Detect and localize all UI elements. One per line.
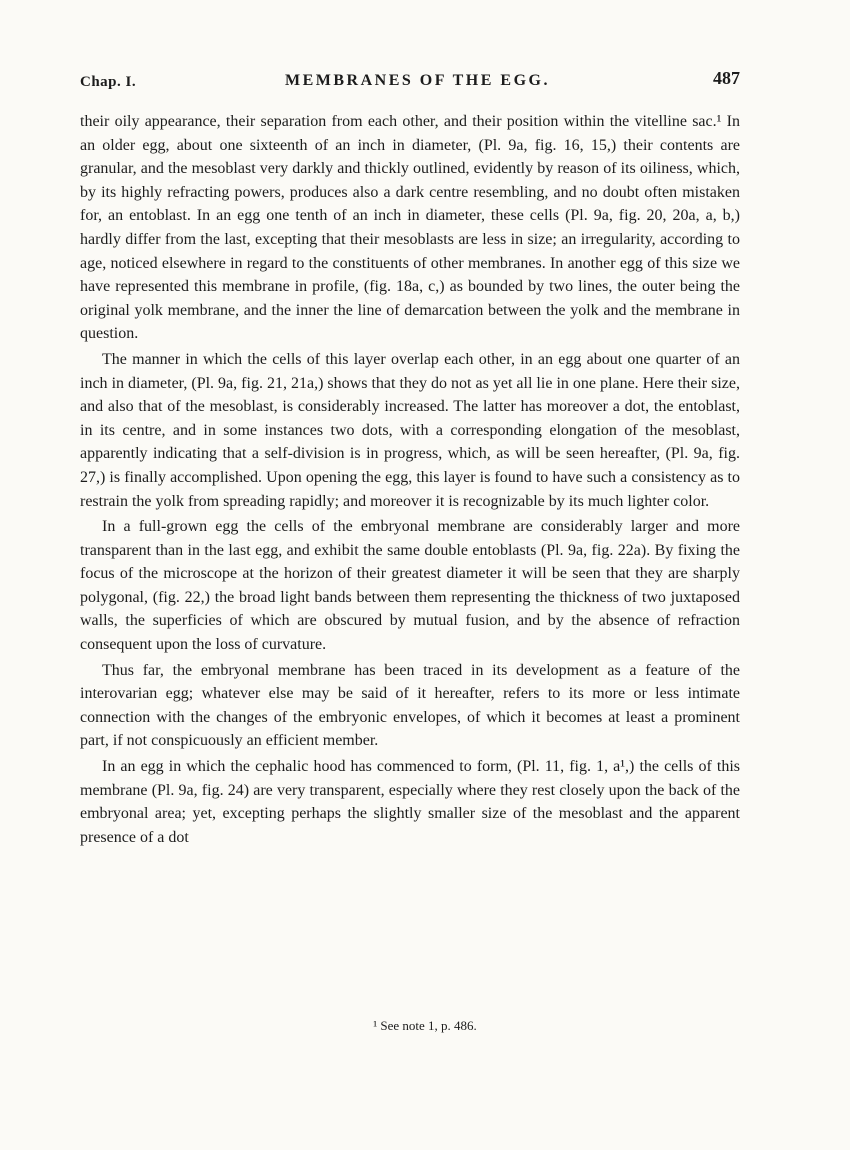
paragraph: Thus far, the embryonal membrane has been traced in its development as a feature of the interovarian egg; whatever else may be said of it hereafter, refers to its more or less intimate connection with the changes of the embryonic envelopes, of which it becomes at least a prominent part, if not conspicuously an efficient member. — [80, 661, 740, 750]
paragraph: In an egg in which the cephalic hood has commenced to form, (Pl. 11, fig. 1, a¹,) the cells of this membrane (Pl. 9a, fig. 24) are very transparent, especially where they rest closely upon the back of the embryonal area; yet, excepting perhaps the slightly smaller size of the mesoblast and the apparent presence of a dot — [80, 758, 740, 846]
footnote: ¹ See note 1, p. 486. — [373, 1018, 477, 1033]
paragraph: The manner in which the cells of this layer overlap each other, in an egg about one quarter of an inch in diameter, (Pl. 9a, fig. 21, 21a,) shows that they do not as yet all lie in one plane. Here their size, and also that of the mesoblast, is considerably increased. The latter has moreover a dot, the entoblast, in its centre, and in some instances two dots, with a corresponding elongation of the mesoblast, apparently indicating that a self-division is in progress, which, as will be seen hereafter, (Pl. 9a, fig. 27,) is finally accomplished. Upon opening the egg, this layer is found to have such a consistency as to restrain the yolk from spreading rapidly; and moreover it is recognizable by its much lighter color. — [80, 350, 740, 510]
paragraph-continued: their oily appearance, their separation from each other, and their position within the vitelline sac.¹ In an older egg, about one sixteenth of an inch in diameter, (Pl. 9a, fig. 16, 15,) their contents are granular, and the mesoblast very darkly and thickly outlined, evidently by reason of its oiliness, which, by its highly refracting powers, produces also a dark centre resembling, and no doubt often mistaken for, an entoblast. In an egg one tenth of an inch in diameter, these cells (Pl. 9a, fig. 20, 20a, a, b,) hardly differ from the last, excepting that their mesoblasts are less in size; an irregularity, according to age, noticed elsewhere in regard to the constituents of other membranes. In another egg of this size we have represented this membrane in profile, (fig. 18a, c,) as bounded by two lines, the outer being the original yolk membrane, and the inner the line of demarcation between the yolk and the membrane in question. — [80, 113, 740, 343]
page-number: 487 — [713, 68, 740, 88]
running-title: MEMBRANES OF THE EGG. — [285, 72, 550, 89]
chapter-label: Chap. I. — [80, 74, 137, 90]
body-text — [80, 110, 740, 849]
running-header — [80, 64, 740, 94]
paragraph: In a full-grown egg the cells of the embryonal membrane are considerably larger and more transparent than in the last egg, and exhibit the same double entoblasts (Pl. 9a, fig. 22a). By fixing the focus of the microscope at the horizon of their greatest diameter it will be seen that they are sharply polygonal, (fig. 22,) the broad light bands between them representing the thickness of two juxtaposed walls, the superficies of which are obscured by mutual fusion, and by the absence of refraction consequent upon the loss of curvature. — [80, 518, 740, 654]
